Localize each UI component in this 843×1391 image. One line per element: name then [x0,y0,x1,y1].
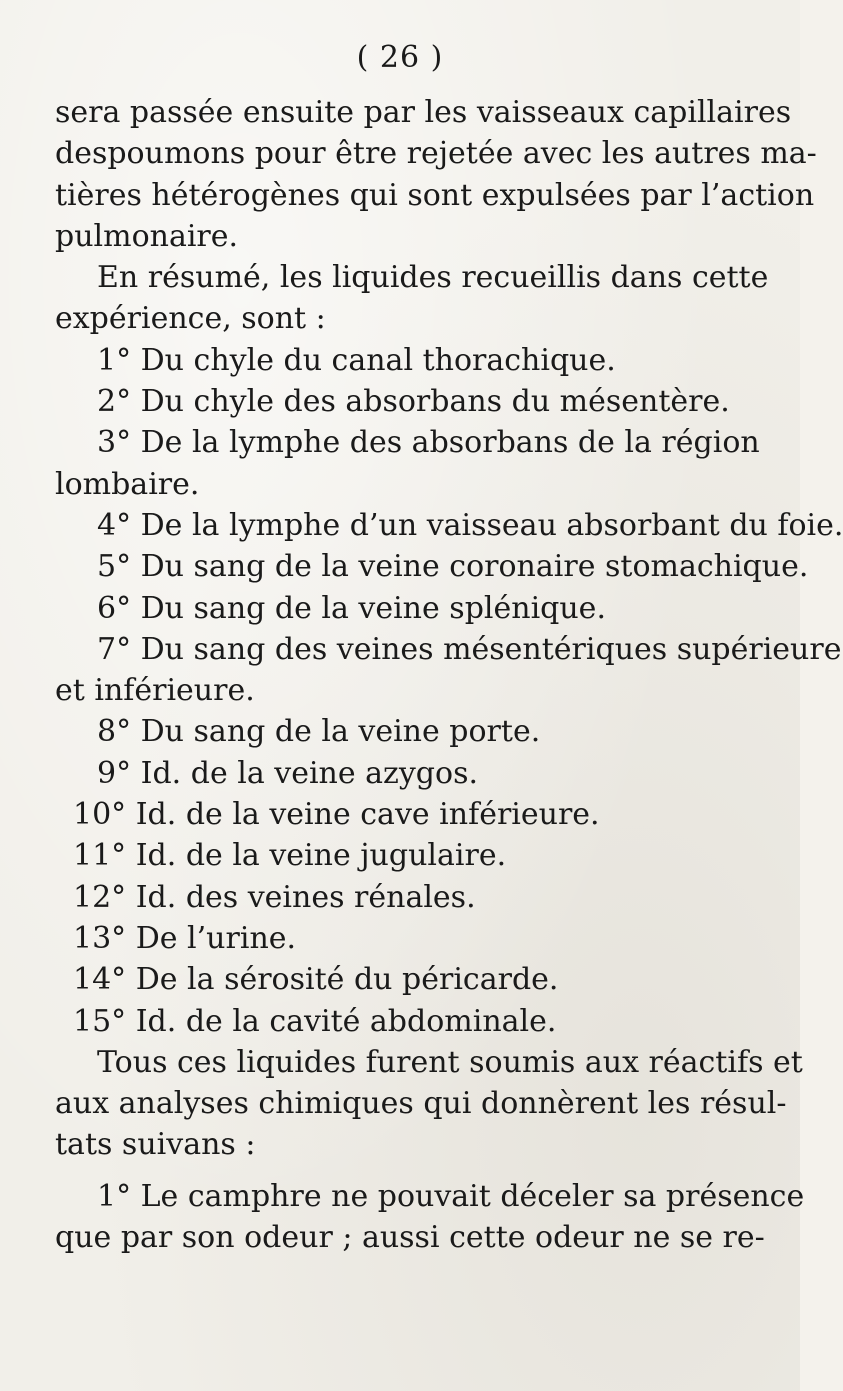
text-line: 1° Le camphre ne pouvait déceler sa présence [97,1178,805,1214]
list-item: 7° Du sang des veines mésentériques supérieure [97,631,842,667]
list-item-continuation: lombaire. [55,466,200,502]
text-line: aux analyses chimiques qui donnèrent les résul- [55,1086,787,1122]
page-number: ( 26 ) [356,40,444,75]
list-item-continuation: et inférieure. [55,673,255,709]
text-line: expérience, sont : [55,301,326,337]
list-item: 11° Id. de la veine jugulaire. [73,838,507,874]
list-item: 13° De l’urine. [73,920,297,956]
text-line: pulmonaire. [55,218,239,254]
list-item: 2° Du chyle des absorbans du mésentère. [97,384,730,420]
body-text [55,92,843,1258]
list-item: 10° Id. de la veine cave inférieure. [73,797,600,833]
list-item: 4° De la lymphe d’un vaisseau absorbant du foie. [97,507,843,543]
paragraph-gap [55,1166,745,1176]
list-item: 1° Du chyle du canal thorachique. [97,342,616,378]
text-line: que par son odeur ; aussi cette odeur ne se re- [55,1220,765,1256]
list-item: 12° Id. des veines rénales. [73,879,476,915]
list-item: 6° Du sang de la veine splénique. [97,590,606,626]
list-item: 3° De la lymphe des absorbans de la région [97,425,760,461]
list-item: 8° Du sang de la veine porte. [97,714,541,750]
list-item: 15° Id. de la cavité abdominale. [73,1003,557,1039]
text-line: tières hétérogènes qui sont expulsées par l’action [55,177,815,213]
list-item: 5° Du sang de la veine coronaire stomachique. [97,549,809,585]
text-line: despoumons pour être rejetée avec les autres ma- [55,136,817,172]
text-line: En résumé, les liquides recueillis dans cette [97,260,769,296]
text-line: Tous ces liquides furent soumis aux réactifs et [97,1044,803,1080]
text-line: sera passée ensuite par les vaisseaux capillaires [55,95,792,130]
list-item: 14° De la sérosité du péricarde. [73,962,559,998]
list-item: 9° Id. de la veine azygos. [97,755,479,791]
text-line: tats suivans : [55,1127,256,1163]
